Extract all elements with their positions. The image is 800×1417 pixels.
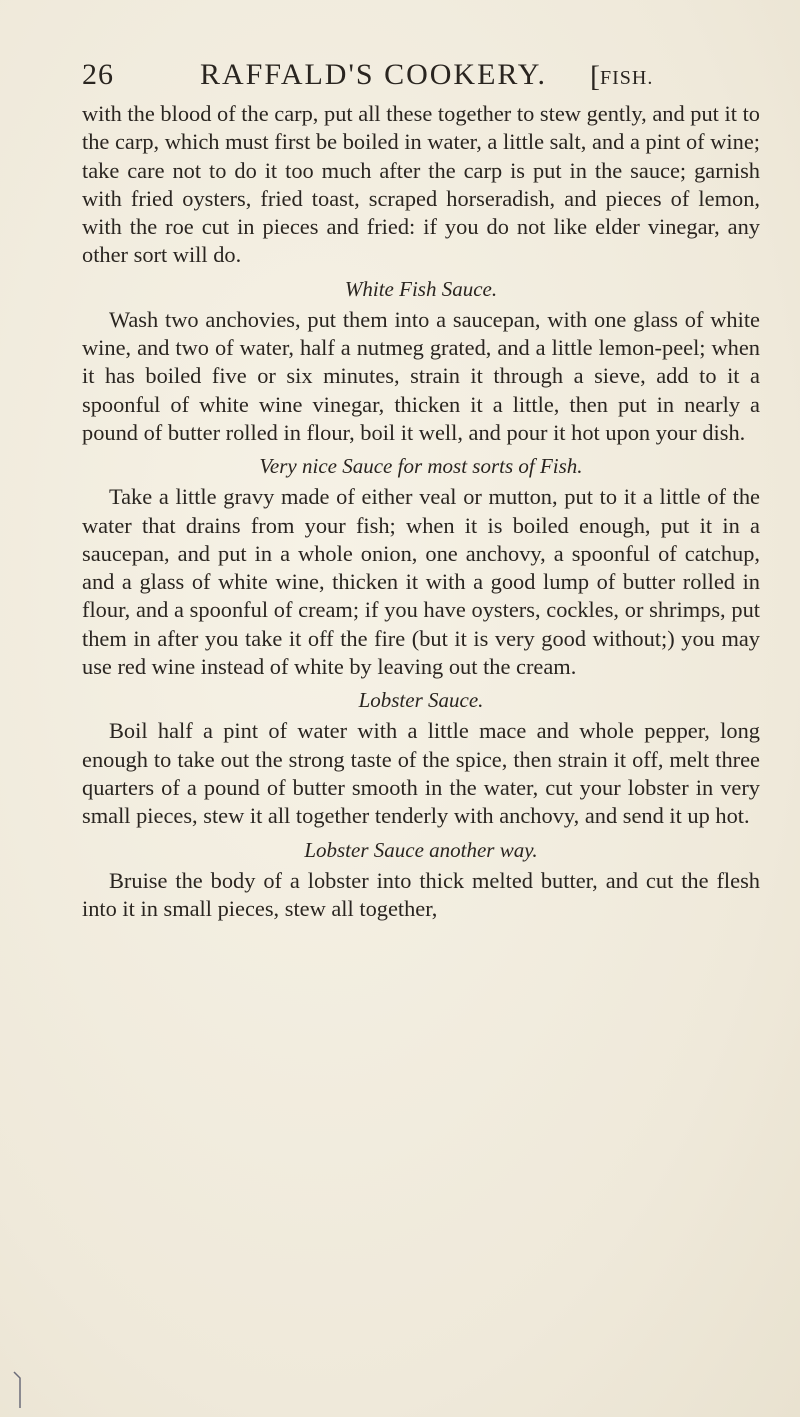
recipe-text-white-fish-sauce: Wash two anchovies, put them into a saucepan, with one glass of white wine, and two of water, half a nutmeg grated, and a little lemon-peel; when it has boiled five or six minutes, strain it through a sieve, add to it a spoonful of white wine vinegar, thicken it a little, then put in nearly a pound of butter rolled in flour, boil it well, and pour it hot upon your dish. xyxy=(82,306,760,445)
page-body xyxy=(82,100,760,923)
section-bracket: [ xyxy=(590,60,600,93)
section-mark xyxy=(590,60,653,94)
recipe-heading-lobster-sauce: Lobster Sauce. xyxy=(358,688,484,713)
section-label: FISH. xyxy=(600,67,654,89)
recipe-heading-lobster-sauce-another-way: Lobster Sauce another way. xyxy=(304,837,538,862)
page-number: 26 xyxy=(82,58,114,91)
page-corner-mark xyxy=(12,1370,26,1410)
recipe-heading-white-fish-sauce: White Fish Sauce. xyxy=(344,276,498,301)
recipe-text-lobster-sauce: Boil half a pint of water with a little mace and whole pepper, long enough to take out the strong taste of the spice, then strain it off, melt three quarters of a pound of butter smooth in the water, cut your lobster in very small pieces, stew it all together tenderly with anchovy, and send it up hot. xyxy=(82,718,760,829)
page-header xyxy=(82,58,772,98)
recipe-text-lobster-sauce-another-way: Bruise the body of a lobster into thick melted butter, and cut the flesh into it in small pieces, stew all together, xyxy=(82,867,760,921)
running-title: RAFFALD'S COOKERY. xyxy=(200,58,548,91)
recipe-text-continued: with the blood of the carp, put all these together to stew gently, and put it to the carp, which must first be boiled in water, a little salt, and a pint of wine; take care not to do it too much after the carp is put in the sauce; garnish with fried oysters, fried toast, scraped horseradish, and pieces of lemon, with the roe cut in pieces and fried: if you do not like elder vinegar, any other sort will do. xyxy=(82,101,760,268)
recipe-heading-very-nice-sauce: Very nice Sauce for most sorts of Fish. xyxy=(259,454,583,479)
recipe-text-very-nice-sauce: Take a little gravy made of either veal or mutton, put to it a little of the water that drains from your fish; when it is boiled enough, put it in a saucepan, and put in a whole onion, one anchovy, a spoonful of catchup, and a glass of white wine, thicken it with a good lump of butter rolled in flour, and a spoonful of cream; if you have oysters, cockles, or shrimps, put them in after you take it off the fire (but it is very good without;) you may use red wine instead of white by leaving out the cream. xyxy=(82,484,760,680)
